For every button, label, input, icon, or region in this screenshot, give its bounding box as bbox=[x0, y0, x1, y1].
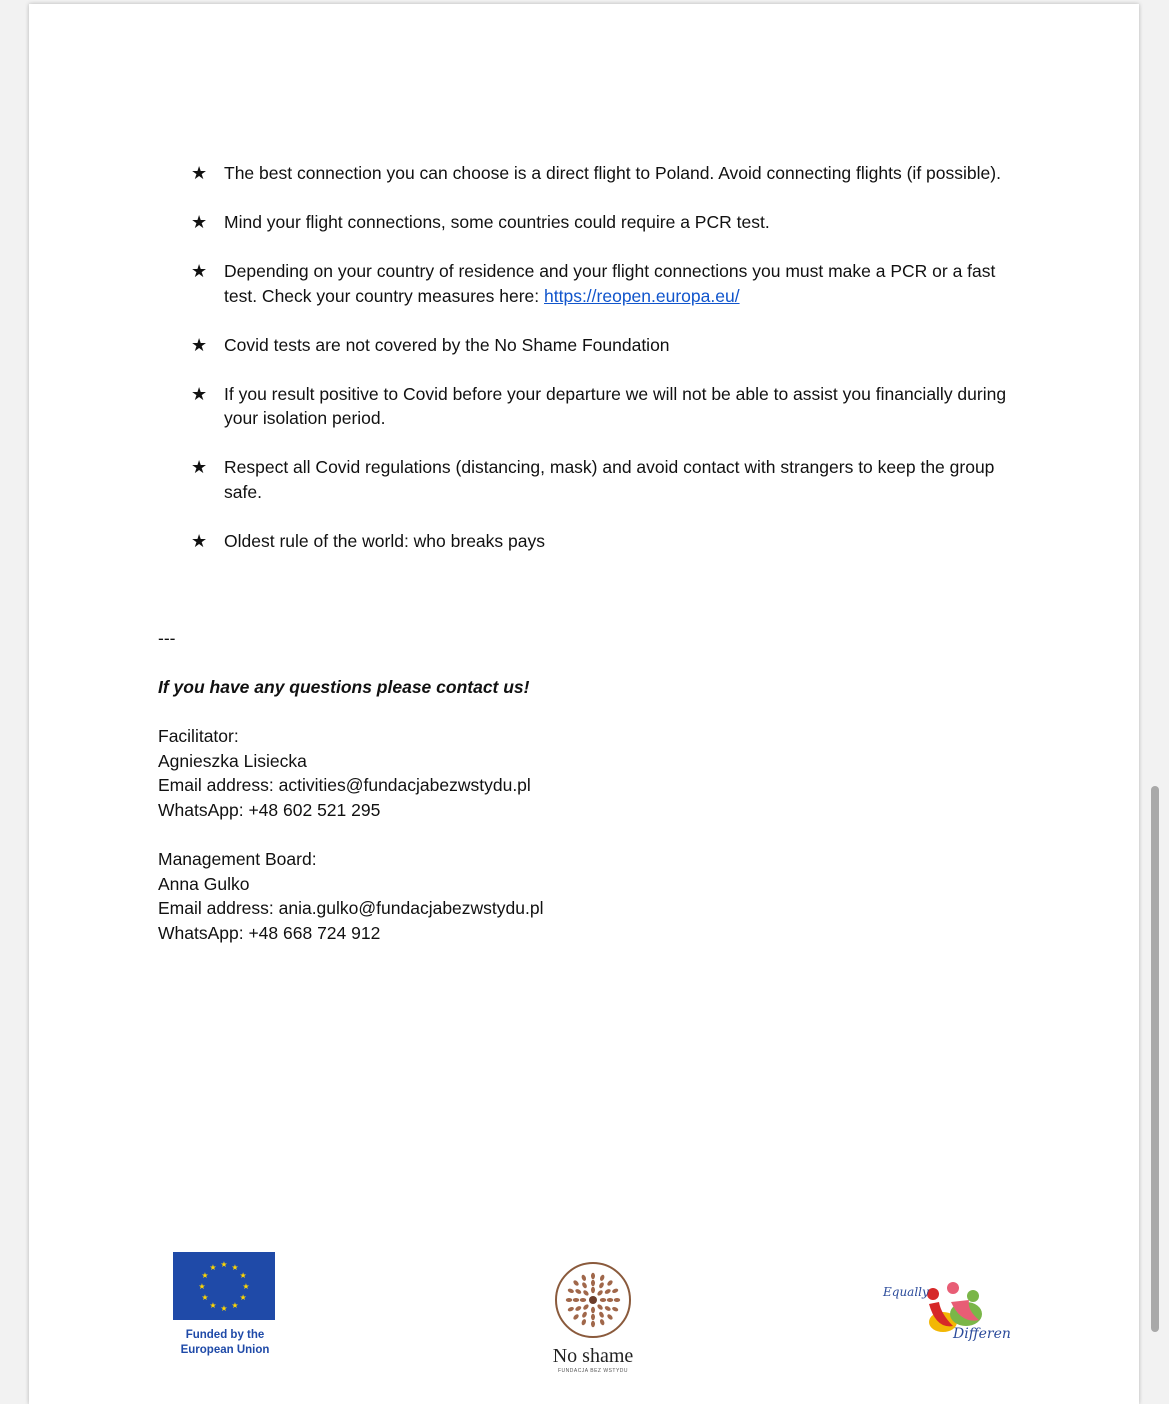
noshame-logo bbox=[541, 1261, 645, 1374]
mandala-petal-icon bbox=[591, 1287, 595, 1293]
facilitator-contact bbox=[158, 724, 531, 822]
list-item-text: Respect all Covid regulations (distancing, mask) and avoid contact with strangers to keep the group safe. bbox=[224, 457, 995, 502]
separator: --- bbox=[158, 628, 176, 648]
board-heading: Management Board: bbox=[158, 849, 317, 869]
mandala-petal-icon bbox=[580, 1298, 586, 1302]
mandala-petal-icon bbox=[604, 1288, 612, 1295]
mandala-petal-icon bbox=[573, 1298, 579, 1302]
mandala-petal-icon bbox=[604, 1305, 612, 1312]
list-item bbox=[191, 455, 1011, 504]
mandala-petal-icon bbox=[598, 1282, 605, 1290]
noshame-name: No shame bbox=[552, 1345, 634, 1367]
facilitator-email: Email address: activities@fundacjabezwstydu.pl bbox=[158, 775, 531, 795]
mandala-petal-icon bbox=[572, 1279, 579, 1286]
board-name: Anna Gulko bbox=[158, 873, 250, 894]
mandala-petal-icon bbox=[581, 1311, 588, 1319]
list-item-text: Oldest rule of the world: who breaks pays bbox=[224, 530, 545, 551]
mandala-petal-icon bbox=[572, 1313, 579, 1320]
mandala-petal-icon bbox=[606, 1279, 613, 1286]
mandala-petal-icon bbox=[581, 1318, 587, 1325]
ed-word1: Equally bbox=[883, 1285, 929, 1299]
mandala-petal-icon bbox=[606, 1313, 613, 1320]
star-icon: ★ bbox=[191, 334, 208, 355]
noshame-subtitle: FUNDACJA BEZ WSTYDU bbox=[557, 1368, 629, 1374]
mandala-petal-icon bbox=[575, 1288, 583, 1295]
board-email: Email address: ania.gulko@fundacjabezwstydu.pl bbox=[158, 898, 544, 918]
vertical-scrollbar[interactable] bbox=[1151, 786, 1159, 1332]
mandala-petal-icon bbox=[567, 1306, 574, 1312]
mandala-petal-icon bbox=[581, 1274, 587, 1281]
mandala-petal-icon bbox=[599, 1318, 605, 1325]
eu-star-icon: ★ bbox=[239, 1271, 247, 1280]
eu-star-icon: ★ bbox=[231, 1301, 239, 1311]
board-contact bbox=[158, 847, 543, 945]
mandala-petal-icon bbox=[596, 1289, 603, 1296]
mandala-petal-icon bbox=[581, 1282, 588, 1290]
star-icon: ★ bbox=[191, 530, 208, 551]
mandala-petal-icon bbox=[596, 1303, 603, 1310]
eu-text-line2: European Union bbox=[180, 1344, 270, 1356]
mandala-petal-icon bbox=[575, 1305, 583, 1312]
list-item bbox=[191, 333, 1011, 358]
mandala-petal-icon bbox=[591, 1280, 595, 1286]
mandala-petal-icon bbox=[611, 1306, 618, 1312]
mandala-petal-icon bbox=[582, 1289, 589, 1296]
list-item bbox=[191, 210, 1011, 235]
eu-text-line1: Funded by the bbox=[185, 1329, 265, 1341]
star-icon: ★ bbox=[191, 163, 208, 183]
facilitator-heading: Facilitator: bbox=[158, 726, 239, 746]
mandala-petal-icon bbox=[591, 1273, 595, 1279]
mandala-petal-icon bbox=[600, 1298, 606, 1302]
mandala-petal-icon bbox=[582, 1303, 589, 1310]
board-whatsapp: WhatsApp: +48 668 724 912 bbox=[158, 922, 381, 943]
ed-word2: Different bbox=[953, 1326, 1011, 1342]
mandala-petal-icon bbox=[599, 1274, 605, 1281]
bullet-list bbox=[191, 161, 1011, 578]
mandala-petal-icon bbox=[567, 1288, 574, 1294]
star-icon: ★ bbox=[191, 212, 208, 232]
facilitator-whatsapp: WhatsApp: +48 602 521 295 bbox=[158, 799, 381, 820]
eu-star-icon: ★ bbox=[201, 1271, 209, 1280]
eu-star-icon: ★ bbox=[242, 1282, 250, 1291]
eu-star-icon: ★ bbox=[209, 1301, 217, 1311]
document-page bbox=[29, 4, 1139, 1404]
list-item-text: Covid tests are not covered by the No Shame Foundation bbox=[224, 334, 670, 355]
eu-star-icon: ★ bbox=[239, 1293, 247, 1302]
eu-star-icon: ★ bbox=[198, 1282, 206, 1291]
eu-star-icon: ★ bbox=[231, 1262, 239, 1272]
star-icon: ★ bbox=[191, 457, 208, 477]
list-item bbox=[191, 529, 1011, 554]
eu-logo bbox=[173, 1252, 277, 1358]
contact-question: If you have any questions please contact us! bbox=[158, 677, 530, 697]
mandala-petal-icon bbox=[591, 1321, 595, 1327]
equally-different-logo bbox=[881, 1274, 1011, 1344]
mandala-petal-icon bbox=[591, 1314, 595, 1320]
list-item-text: The best connection you can choose is a direct flight to Poland. Avoid connecting flights (if possible). bbox=[224, 163, 1001, 183]
list-item bbox=[191, 259, 1011, 308]
list-item bbox=[191, 382, 1011, 431]
mandala-petal-icon bbox=[611, 1288, 618, 1294]
eu-star-icon: ★ bbox=[220, 1260, 228, 1269]
list-item-text: If you result positive to Covid before your departure we will not be able to assist you financially during your isolation period. bbox=[224, 383, 1007, 428]
eu-star-icon: ★ bbox=[220, 1304, 228, 1313]
eu-flag-icon bbox=[173, 1252, 275, 1320]
mandala-petal-icon bbox=[598, 1311, 605, 1319]
mandala-petal-icon bbox=[591, 1307, 595, 1313]
mandala-petal-icon bbox=[566, 1298, 572, 1302]
star-icon: ★ bbox=[191, 261, 208, 281]
people-icon bbox=[881, 1274, 1011, 1344]
star-icon: ★ bbox=[191, 383, 208, 404]
list-item bbox=[191, 161, 1011, 186]
list-item-text: Mind your flight connections, some countries could require a PCR test. bbox=[224, 212, 770, 232]
list-item-text: Depending on your country of residence and your flight connections you must make a PCR or a fast test. Check your country measures here: bbox=[224, 261, 996, 306]
mandala-icon bbox=[554, 1261, 632, 1339]
eu-star-icon: ★ bbox=[209, 1262, 217, 1272]
facilitator-name: Agnieszka Lisiecka bbox=[158, 750, 307, 771]
mandala-petal-icon bbox=[614, 1298, 620, 1302]
mandala-petal-icon bbox=[607, 1298, 613, 1302]
reopen-europa-link[interactable]: https://reopen.europa.eu/ bbox=[544, 285, 740, 306]
eu-star-icon: ★ bbox=[201, 1293, 209, 1302]
